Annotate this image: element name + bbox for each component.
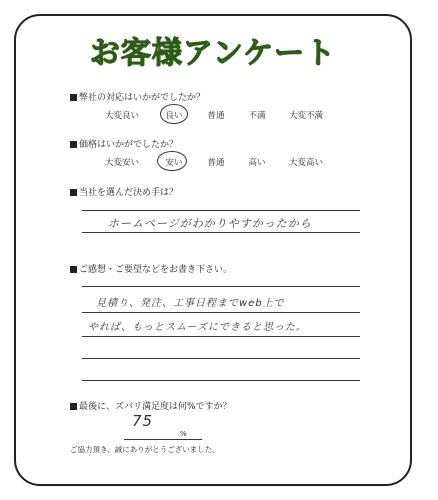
bullet-square-icon: [70, 189, 77, 196]
question-5: [70, 399, 232, 412]
survey-sheet: [14, 14, 412, 486]
bullet-square-icon: [70, 266, 77, 273]
survey-title: お客様アンケート: [89, 36, 337, 71]
answer-line: [82, 380, 360, 381]
q2-selection-circle: [157, 151, 187, 171]
score-underline: [124, 439, 202, 440]
q4-handwritten-answer-line-2: やれば、もっとスムーズにできると思った。: [88, 322, 307, 333]
bullet-square-icon: [70, 94, 77, 101]
q1-selection-circle: [160, 104, 188, 124]
question-4: [70, 262, 232, 275]
thank-you-note: ご協力頂き、誠にありがとうございました。: [70, 445, 220, 454]
q2-option-1[interactable]: 大変安い: [104, 158, 140, 168]
question-1: [70, 90, 205, 103]
question-4-label: ご感想・ご要望などをお書き下さい。: [79, 265, 233, 275]
answer-line: [82, 232, 360, 233]
answer-line: [82, 312, 360, 313]
q2-option-3[interactable]: 普通: [207, 158, 225, 168]
question-3: [70, 185, 178, 198]
answer-line: [82, 286, 360, 287]
q1-option-2[interactable]: 良い: [165, 111, 183, 121]
q3-handwritten-answer: ホームページがわかりやすかったから: [108, 217, 312, 230]
answer-line: [82, 336, 360, 337]
bullet-square-icon: [70, 403, 77, 410]
q2-option-2[interactable]: 安い: [165, 158, 183, 168]
q5-handwritten-score: 75: [132, 412, 154, 430]
answer-line: [82, 358, 360, 359]
answer-line: [82, 210, 360, 211]
q4-handwritten-answer-line-1: 見積り、発注、工事日程までweb上で: [96, 298, 285, 309]
question-2-label: 価格はいかがでしたか？: [79, 140, 179, 150]
q1-option-3[interactable]: 普通: [207, 111, 225, 121]
bullet-square-icon: [70, 141, 77, 148]
question-5-label: 最後に、ズバリ満足度は何%ですか？: [79, 402, 232, 412]
q1-option-5[interactable]: 大変不満: [288, 111, 324, 121]
q1-option-4[interactable]: 不満: [248, 111, 266, 121]
question-3-label: 当社を選んだ決め手は？: [79, 188, 179, 198]
q2-option-4[interactable]: 高い: [248, 158, 266, 168]
percent-unit: %: [180, 430, 187, 438]
q2-option-5[interactable]: 大変高い: [288, 158, 324, 168]
question-2: [70, 137, 178, 150]
question-1-label: 弊社の対応はいかがでしたか？: [79, 93, 206, 103]
q1-option-1[interactable]: 大変良い: [104, 111, 140, 121]
